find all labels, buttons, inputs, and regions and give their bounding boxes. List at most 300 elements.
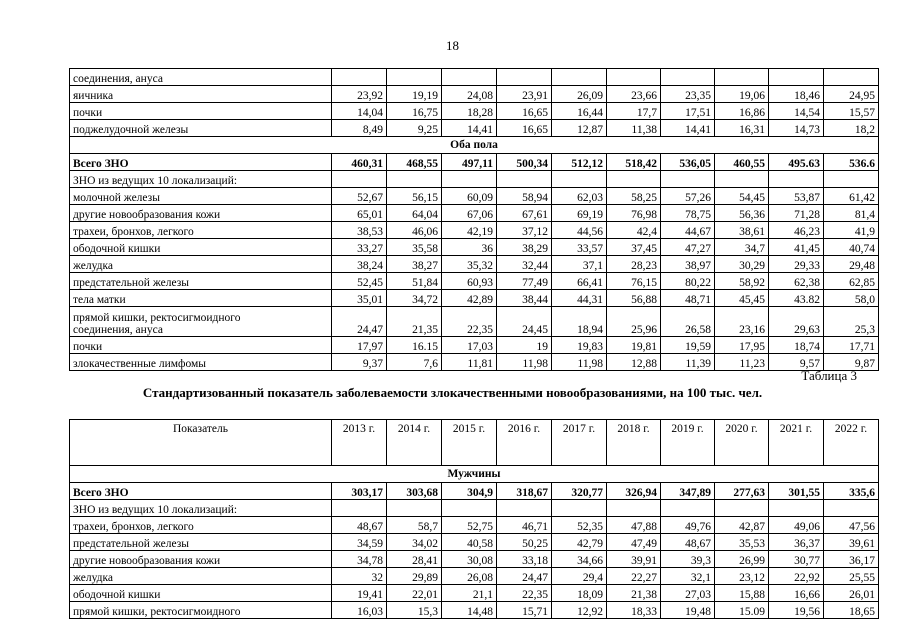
row-value: 18,74	[769, 337, 824, 354]
row-value: 81,4	[824, 205, 879, 222]
header-year: 2018 г.	[607, 420, 661, 466]
row-value: 22,35	[497, 585, 552, 602]
row-value: 25,3	[824, 307, 879, 337]
row-value: 29,89	[387, 568, 442, 585]
row-value: 11,38	[607, 120, 661, 137]
table-row	[70, 290, 879, 307]
row-value: 518,42	[607, 154, 661, 171]
row-label: другие новообразования кожи	[70, 551, 332, 568]
table-row	[70, 239, 879, 256]
header-year: 2013 г.	[332, 420, 387, 466]
row-value: 39,61	[824, 534, 879, 551]
row-value: 16,65	[497, 120, 552, 137]
row-value: 23,35	[661, 86, 715, 103]
row-value: 19,48	[661, 602, 715, 619]
row-value	[332, 69, 387, 86]
header-year: 2017 г.	[552, 420, 607, 466]
row-value: 497,11	[442, 154, 497, 171]
row-value: 15,71	[497, 602, 552, 619]
row-value: 44,67	[661, 222, 715, 239]
row-value: 536.6	[824, 154, 879, 171]
row-value: 35,01	[332, 290, 387, 307]
row-value: 21,35	[387, 307, 442, 337]
table-row	[70, 86, 879, 103]
row-value: 17,97	[332, 337, 387, 354]
row-label: тела матки	[70, 290, 332, 307]
row-value: 46,71	[497, 517, 552, 534]
row-value: 62,85	[824, 273, 879, 290]
row-value: 42,87	[715, 517, 769, 534]
header-year: 2014 г.	[387, 420, 442, 466]
row-label: Всего ЗНО	[70, 483, 332, 500]
row-value: 15,3	[387, 602, 442, 619]
row-value: 7,6	[387, 354, 442, 371]
row-value: 32	[332, 568, 387, 585]
row-value: 47,56	[824, 517, 879, 534]
row-value	[824, 500, 879, 517]
row-value: 9,57	[769, 354, 824, 371]
header-year: 2021 г.	[769, 420, 824, 466]
row-value	[769, 69, 824, 86]
row-value: 303,17	[332, 483, 387, 500]
table-row	[70, 585, 879, 602]
row-label: другие новообразования кожи	[70, 205, 332, 222]
row-value	[661, 171, 715, 188]
row-value: 44,31	[552, 290, 607, 307]
row-value: 32,44	[497, 256, 552, 273]
row-value: 35,53	[715, 534, 769, 551]
row-label: желудка	[70, 568, 332, 585]
row-value: 23,66	[607, 86, 661, 103]
row-value: 38,29	[497, 239, 552, 256]
row-value: 34,66	[552, 551, 607, 568]
row-value: 39,3	[661, 551, 715, 568]
row-label: злокачественные лимфомы	[70, 354, 332, 371]
row-value: 34,72	[387, 290, 442, 307]
section-title: Оба пола	[70, 137, 879, 154]
row-value: 277,63	[715, 483, 769, 500]
row-value: 41,9	[824, 222, 879, 239]
row-value: 34,02	[387, 534, 442, 551]
row-label: почки	[70, 103, 332, 120]
row-value	[497, 171, 552, 188]
table-row	[70, 517, 879, 534]
row-value: 60,09	[442, 188, 497, 205]
incidence-table-top	[69, 68, 879, 371]
row-value: 536,05	[661, 154, 715, 171]
row-value: 512,12	[552, 154, 607, 171]
row-value	[442, 69, 497, 86]
row-value: 62,03	[552, 188, 607, 205]
row-value: 76,15	[607, 273, 661, 290]
row-value	[715, 500, 769, 517]
row-value: 41,45	[769, 239, 824, 256]
row-label: прямой кишки, ректосигмоидного	[70, 602, 332, 619]
row-value: 22,27	[607, 568, 661, 585]
row-value: 66,41	[552, 273, 607, 290]
row-value: 65,01	[332, 205, 387, 222]
row-value: 12,92	[552, 602, 607, 619]
row-value: 67,06	[442, 205, 497, 222]
row-label: ЗНО из ведущих 10 локализаций:	[70, 171, 332, 188]
row-value: 17,71	[824, 337, 879, 354]
row-value: 19,06	[715, 86, 769, 103]
row-label: ЗНО из ведущих 10 локализаций:	[70, 500, 332, 517]
table-row	[70, 534, 879, 551]
row-value: 16,03	[332, 602, 387, 619]
row-value: 64,04	[387, 205, 442, 222]
row-value: 18,28	[442, 103, 497, 120]
row-value: 15.09	[715, 602, 769, 619]
row-value: 22,35	[442, 307, 497, 337]
row-value: 29,33	[769, 256, 824, 273]
row-value: 37,12	[497, 222, 552, 239]
row-value: 19,41	[332, 585, 387, 602]
row-label: желудка	[70, 256, 332, 273]
row-value: 16,86	[715, 103, 769, 120]
row-value: 19	[497, 337, 552, 354]
table-row	[70, 307, 879, 337]
row-value: 23,12	[715, 568, 769, 585]
row-value: 301,55	[769, 483, 824, 500]
table-row	[70, 337, 879, 354]
row-value: 47,27	[661, 239, 715, 256]
row-label: поджелудочной железы	[70, 120, 332, 137]
row-value: 11,39	[661, 354, 715, 371]
row-label: предстательной железы	[70, 534, 332, 551]
row-label: ободочной кишки	[70, 585, 332, 602]
row-value: 24,95	[824, 86, 879, 103]
row-value: 46,06	[387, 222, 442, 239]
row-value: 26,01	[824, 585, 879, 602]
row-value	[824, 69, 879, 86]
row-label: яичника	[70, 86, 332, 103]
row-value: 24,08	[442, 86, 497, 103]
row-value: 58,25	[607, 188, 661, 205]
row-value: 40,58	[442, 534, 497, 551]
row-value: 42,19	[442, 222, 497, 239]
table-header-row	[70, 420, 879, 466]
row-value: 42,89	[442, 290, 497, 307]
row-value: 21,1	[442, 585, 497, 602]
row-value: 36	[442, 239, 497, 256]
row-value	[607, 171, 661, 188]
row-value	[497, 69, 552, 86]
row-value: 30,08	[442, 551, 497, 568]
row-value: 12,87	[552, 120, 607, 137]
row-label: почки	[70, 337, 332, 354]
row-label: Всего ЗНО	[70, 154, 332, 171]
row-value: 51,84	[387, 273, 442, 290]
row-value: 52,75	[442, 517, 497, 534]
row-value: 56,15	[387, 188, 442, 205]
row-value: 36,37	[769, 534, 824, 551]
section-title: Мужчины	[70, 466, 879, 483]
row-value: 15,88	[715, 585, 769, 602]
row-value: 326,94	[607, 483, 661, 500]
row-label	[70, 307, 332, 337]
row-value: 11,98	[552, 354, 607, 371]
row-value: 42,4	[607, 222, 661, 239]
row-value: 9,87	[824, 354, 879, 371]
row-value: 37,1	[552, 256, 607, 273]
row-value: 16,44	[552, 103, 607, 120]
header-year: 2022 г.	[824, 420, 879, 466]
row-value: 38,53	[332, 222, 387, 239]
table-number: Таблица 3	[801, 368, 857, 383]
row-value: 12,88	[607, 354, 661, 371]
row-value: 347,89	[661, 483, 715, 500]
row-value: 62,38	[769, 273, 824, 290]
row-value: 33,18	[497, 551, 552, 568]
row-value: 500,34	[497, 154, 552, 171]
row-value: 21,38	[607, 585, 661, 602]
row-value: 35,32	[442, 256, 497, 273]
row-value	[824, 171, 879, 188]
row-value: 78,75	[661, 205, 715, 222]
row-value: 57,26	[661, 188, 715, 205]
row-value: 48,67	[332, 517, 387, 534]
table-row	[70, 188, 879, 205]
row-value: 47,88	[607, 517, 661, 534]
row-value: 77,49	[497, 273, 552, 290]
row-value: 33,27	[332, 239, 387, 256]
row-label: трахеи, бронхов, легкого	[70, 222, 332, 239]
row-value: 304,9	[442, 483, 497, 500]
row-value: 61,42	[824, 188, 879, 205]
row-value: 16,65	[497, 103, 552, 120]
row-value: 19,19	[387, 86, 442, 103]
row-value: 19,81	[607, 337, 661, 354]
row-label: трахеи, бронхов, легкого	[70, 517, 332, 534]
table-row	[70, 500, 879, 517]
row-value: 60,93	[442, 273, 497, 290]
row-label: предстательной железы	[70, 273, 332, 290]
row-value: 9,25	[387, 120, 442, 137]
row-value: 48,71	[661, 290, 715, 307]
row-value: 11,98	[497, 354, 552, 371]
row-value: 52,45	[332, 273, 387, 290]
row-value	[769, 500, 824, 517]
row-value: 14,41	[661, 120, 715, 137]
row-value: 26,09	[552, 86, 607, 103]
table-row	[70, 120, 879, 137]
row-value: 16.15	[387, 337, 442, 354]
table-row	[70, 568, 879, 585]
row-value: 54,45	[715, 188, 769, 205]
table-row	[70, 69, 879, 86]
row-value: 33,57	[552, 239, 607, 256]
row-value: 29,48	[824, 256, 879, 273]
row-value: 24,47	[332, 307, 387, 337]
row-value: 23,16	[715, 307, 769, 337]
row-value	[552, 500, 607, 517]
row-value: 16,75	[387, 103, 442, 120]
table-row	[70, 256, 879, 273]
row-value	[387, 171, 442, 188]
table-row	[70, 354, 879, 371]
header-year: 2015 г.	[442, 420, 497, 466]
row-value: 52,35	[552, 517, 607, 534]
row-value: 25,96	[607, 307, 661, 337]
row-value: 18,33	[607, 602, 661, 619]
incidence-table-bottom	[69, 419, 879, 619]
row-value: 11,81	[442, 354, 497, 371]
row-value: 26,08	[442, 568, 497, 585]
section-header-row	[70, 466, 879, 483]
row-value	[715, 171, 769, 188]
row-value: 38,44	[497, 290, 552, 307]
row-value: 38,97	[661, 256, 715, 273]
row-value	[387, 69, 442, 86]
row-label: соединения, ануса	[70, 69, 332, 86]
row-value: 19,83	[552, 337, 607, 354]
row-value: 49,76	[661, 517, 715, 534]
table-row	[70, 551, 879, 568]
row-value: 58,92	[715, 273, 769, 290]
row-value	[769, 171, 824, 188]
row-value	[497, 500, 552, 517]
row-value: 49,06	[769, 517, 824, 534]
row-label: ободочной кишки	[70, 239, 332, 256]
row-value: 8,49	[332, 120, 387, 137]
table-row	[70, 205, 879, 222]
row-value: 17,95	[715, 337, 769, 354]
row-value: 460,31	[332, 154, 387, 171]
row-value: 18,46	[769, 86, 824, 103]
row-value: 38,27	[387, 256, 442, 273]
row-value: 495.63	[769, 154, 824, 171]
header-year: 2019 г.	[661, 420, 715, 466]
row-value	[552, 69, 607, 86]
row-value: 45,45	[715, 290, 769, 307]
row-value: 23,91	[497, 86, 552, 103]
row-value: 29,4	[552, 568, 607, 585]
row-value: 76,98	[607, 205, 661, 222]
row-value	[442, 171, 497, 188]
table-row	[70, 154, 879, 171]
row-value	[607, 69, 661, 86]
row-value: 318,67	[497, 483, 552, 500]
row-value: 71,28	[769, 205, 824, 222]
header-year: 2016 г.	[497, 420, 552, 466]
row-value	[715, 69, 769, 86]
row-value: 58,0	[824, 290, 879, 307]
row-value: 18,94	[552, 307, 607, 337]
row-value: 69,19	[552, 205, 607, 222]
row-value: 50,25	[497, 534, 552, 551]
row-value: 44,56	[552, 222, 607, 239]
row-value: 18,65	[824, 602, 879, 619]
row-value: 25,55	[824, 568, 879, 585]
table-row	[70, 222, 879, 239]
table-row	[70, 273, 879, 290]
row-value: 14,04	[332, 103, 387, 120]
row-value: 67,61	[497, 205, 552, 222]
row-value: 34,59	[332, 534, 387, 551]
row-value	[661, 69, 715, 86]
row-value: 16,66	[769, 585, 824, 602]
row-value	[332, 500, 387, 517]
row-value: 18,2	[824, 120, 879, 137]
row-value	[661, 500, 715, 517]
row-value: 30,77	[769, 551, 824, 568]
row-value	[607, 500, 661, 517]
page-number: 18	[446, 38, 459, 53]
row-value: 34,78	[332, 551, 387, 568]
row-value: 52,67	[332, 188, 387, 205]
row-value: 303,68	[387, 483, 442, 500]
row-value	[332, 171, 387, 188]
row-value: 80,22	[661, 273, 715, 290]
row-value: 14,54	[769, 103, 824, 120]
row-value: 24,45	[497, 307, 552, 337]
row-value: 28,23	[607, 256, 661, 273]
row-value: 17,03	[442, 337, 497, 354]
row-value	[387, 500, 442, 517]
row-value: 35,58	[387, 239, 442, 256]
row-value: 36,17	[824, 551, 879, 568]
table-row	[70, 602, 879, 619]
row-value: 14,48	[442, 602, 497, 619]
row-value: 460,55	[715, 154, 769, 171]
row-value: 15,57	[824, 103, 879, 120]
row-value: 19,59	[661, 337, 715, 354]
row-value: 468,55	[387, 154, 442, 171]
row-value: 32,1	[661, 568, 715, 585]
section-header-row	[70, 137, 879, 154]
row-value: 26,99	[715, 551, 769, 568]
header-year: 2020 г.	[715, 420, 769, 466]
row-value: 14,73	[769, 120, 824, 137]
row-value: 23,92	[332, 86, 387, 103]
row-value: 22,01	[387, 585, 442, 602]
row-value: 17,7	[607, 103, 661, 120]
row-value: 56,88	[607, 290, 661, 307]
row-value: 19,56	[769, 602, 824, 619]
row-value: 46,23	[769, 222, 824, 239]
row-value: 40,74	[824, 239, 879, 256]
row-label: молочной железы	[70, 188, 332, 205]
row-value: 53,87	[769, 188, 824, 205]
table-row	[70, 171, 879, 188]
row-value: 39,91	[607, 551, 661, 568]
row-value: 9,37	[332, 354, 387, 371]
row-value: 11,23	[715, 354, 769, 371]
row-label-line: прямой кишки, ректосигмоидного	[73, 312, 241, 324]
header-indicator: Показатель	[70, 420, 332, 466]
row-value: 22,92	[769, 568, 824, 585]
table-title: Стандартизованный показатель заболеваемости злокачественными новообразованиями, на 100 тыс. чел.	[142, 385, 763, 400]
row-value: 34,7	[715, 239, 769, 256]
row-value: 37,45	[607, 239, 661, 256]
row-value: 58,7	[387, 517, 442, 534]
row-value: 43.82	[769, 290, 824, 307]
row-value: 14,41	[442, 120, 497, 137]
row-value: 28,41	[387, 551, 442, 568]
row-value: 320,77	[552, 483, 607, 500]
row-value	[552, 171, 607, 188]
row-value: 24,47	[497, 568, 552, 585]
row-value: 17,51	[661, 103, 715, 120]
row-value: 58,94	[497, 188, 552, 205]
row-value: 38,61	[715, 222, 769, 239]
table-row	[70, 483, 879, 500]
row-value: 56,36	[715, 205, 769, 222]
row-value: 38,24	[332, 256, 387, 273]
row-value: 16,31	[715, 120, 769, 137]
row-value: 18,09	[552, 585, 607, 602]
